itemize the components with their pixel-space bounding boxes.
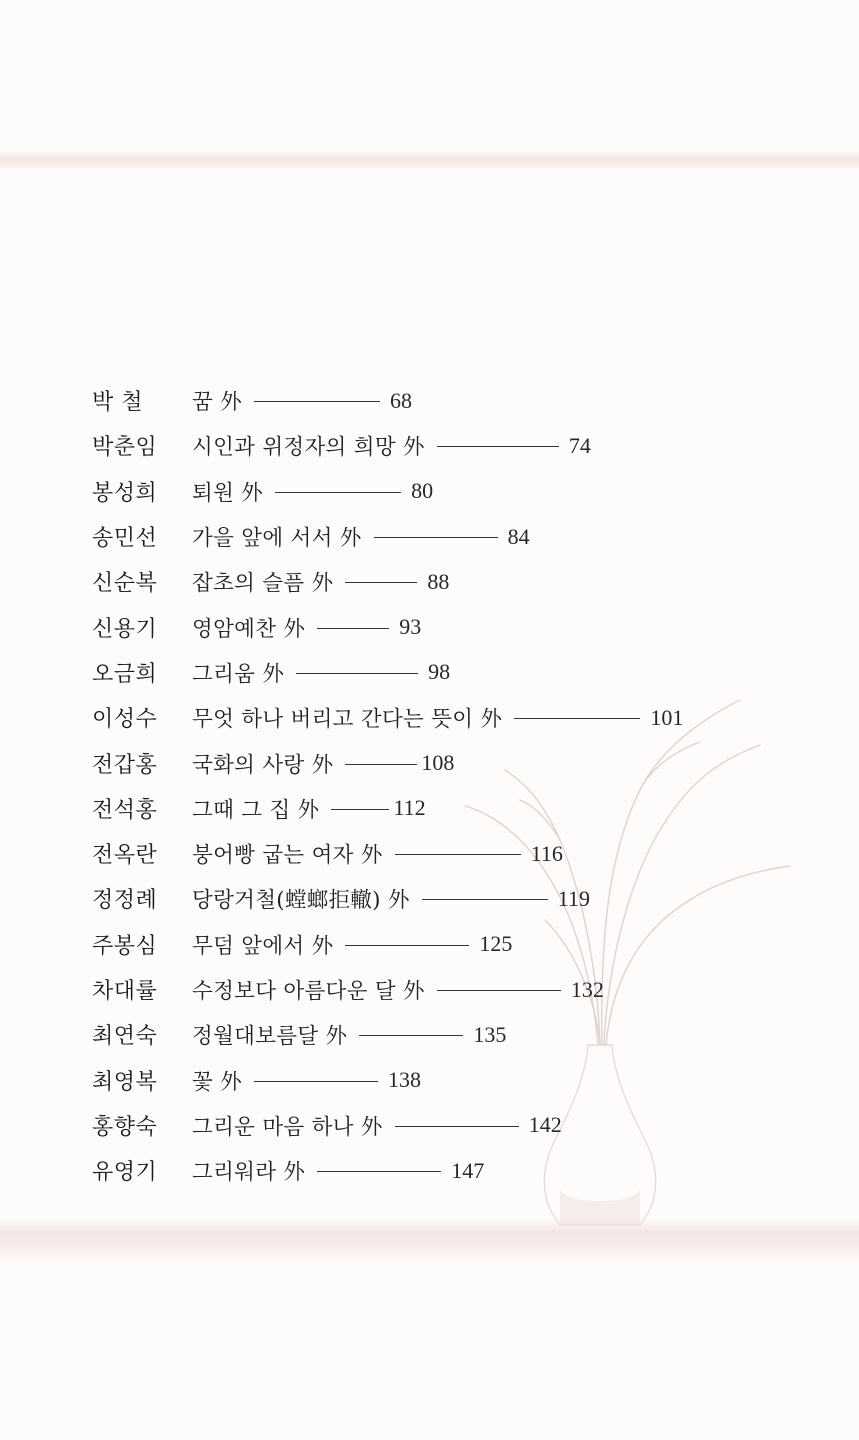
- toc-title: 가을 앞에 서서 外: [192, 526, 362, 552]
- toc-entry[interactable]: [92, 604, 812, 649]
- toc-title: 당랑거철(螳螂拒轍) 外: [192, 888, 410, 914]
- toc-page-number: 88: [427, 568, 450, 594]
- toc-leader-line: [345, 582, 417, 583]
- toc-title: 국화의 사랑 外: [192, 752, 334, 778]
- toc-author: 전석홍: [92, 797, 158, 823]
- toc-author: 오금희: [92, 661, 158, 687]
- toc-leader-line: [331, 809, 389, 810]
- toc-title: 그리운 마음 하나 外: [192, 1114, 383, 1140]
- toc-title: 무엇 하나 버리고 간다는 뜻이 外: [192, 707, 503, 733]
- toc-entry[interactable]: [92, 786, 812, 831]
- toc-title: 시인과 위정자의 희망 外: [192, 435, 425, 461]
- toc-entry[interactable]: [92, 469, 812, 514]
- toc-page-number: 119: [557, 885, 590, 911]
- toc-entry[interactable]: [92, 650, 812, 695]
- toc-leader-line: [254, 1081, 378, 1082]
- toc-page-number: 132: [570, 976, 604, 1002]
- toc-title: 꽃 外: [192, 1069, 243, 1095]
- toc-leader-line: [374, 537, 498, 538]
- toc-entry[interactable]: [92, 1148, 812, 1193]
- toc-entry[interactable]: [92, 740, 812, 785]
- toc-author: 최연숙: [92, 1024, 158, 1050]
- toc-leader-line: [254, 401, 380, 402]
- toc-page-number: 84: [507, 523, 530, 549]
- toc-entry[interactable]: [92, 1103, 812, 1148]
- toc-author: 차대률: [92, 979, 158, 1004]
- toc-leader-line: [317, 628, 389, 629]
- toc-title: 영암예찬 外: [192, 616, 306, 642]
- toc-leader-line: [345, 945, 469, 946]
- toc-leader-line: [437, 990, 561, 991]
- toc-title: 그리워라 外: [192, 1160, 306, 1186]
- toc-entry[interactable]: [92, 967, 812, 1012]
- toc-entry[interactable]: [92, 559, 812, 604]
- toc-author: 신용기: [92, 616, 158, 642]
- toc-author: 박 철: [92, 390, 143, 416]
- toc-title: 잡초의 슬픔 外: [192, 571, 334, 597]
- toc-page-number: 68: [390, 387, 413, 413]
- toc-entry[interactable]: [92, 922, 812, 967]
- toc-page-number: 112: [393, 795, 426, 821]
- toc-author: 유영기: [92, 1160, 158, 1186]
- toc-page-number: 93: [399, 614, 422, 640]
- toc-page-number: 135: [473, 1021, 507, 1047]
- toc-entry[interactable]: [92, 695, 812, 740]
- toc-leader-line: [395, 1126, 519, 1127]
- toc-leader-line: [275, 492, 401, 493]
- toc-entry[interactable]: [92, 378, 812, 423]
- toc-page-number: 108: [421, 750, 455, 776]
- toc-leader-line: [395, 854, 521, 855]
- toc-entry[interactable]: [92, 876, 812, 921]
- toc-author: 정정례: [92, 888, 158, 914]
- toc-author: 전옥란: [92, 843, 158, 869]
- toc-author: 주봉심: [92, 933, 158, 959]
- toc-page-number: 74: [568, 432, 591, 458]
- toc-title: 퇴원 外: [192, 480, 264, 506]
- toc-page-number: 80: [411, 478, 434, 504]
- toc-leader-line: [422, 899, 548, 900]
- toc-title: 그리움 外: [192, 661, 285, 687]
- toc-title: 꿈 外: [192, 390, 243, 416]
- toc-author: 최영복: [92, 1069, 158, 1095]
- toc-author: 신순복: [92, 571, 158, 597]
- toc-title: 무덤 앞에서 外: [192, 933, 334, 959]
- toc-page-number: 142: [528, 1112, 562, 1138]
- toc-entry[interactable]: [92, 514, 812, 559]
- toc-page-number: 116: [530, 840, 563, 866]
- toc-title: 정월대보름달 外: [192, 1024, 348, 1050]
- toc-page-number: 101: [650, 704, 684, 730]
- toc-page-number: 138: [388, 1067, 422, 1093]
- toc-author: 이성수: [92, 707, 158, 733]
- toc-title: 붕어빵 굽는 여자 外: [192, 843, 383, 869]
- toc-author: 봉성희: [92, 480, 158, 506]
- toc-entry[interactable]: [92, 423, 812, 468]
- toc-page-number: 125: [479, 931, 513, 957]
- toc-page-number: 98: [428, 659, 451, 685]
- toc-title: 그때 그 집 外: [192, 797, 320, 823]
- toc-author: 전갑홍: [92, 752, 158, 778]
- toc-author: 홍향숙: [92, 1114, 158, 1140]
- toc-leader-line: [317, 1171, 441, 1172]
- toc-leader-line: [345, 764, 417, 765]
- table-of-contents: [92, 378, 812, 1193]
- toc-leader-line: [359, 1035, 463, 1036]
- toc-entry[interactable]: [92, 831, 812, 876]
- toc-leader-line: [296, 673, 418, 674]
- toc-author: 송민선: [92, 526, 158, 552]
- toc-leader-line: [437, 446, 559, 447]
- toc-leader-line: [514, 718, 640, 719]
- toc-page-number: 147: [451, 1157, 485, 1183]
- toc-entry[interactable]: [92, 1012, 812, 1057]
- toc-entry[interactable]: [92, 1057, 812, 1102]
- toc-title: 수정보다 아름다운 달 外: [192, 979, 425, 1004]
- toc-author: 박춘임: [92, 435, 158, 461]
